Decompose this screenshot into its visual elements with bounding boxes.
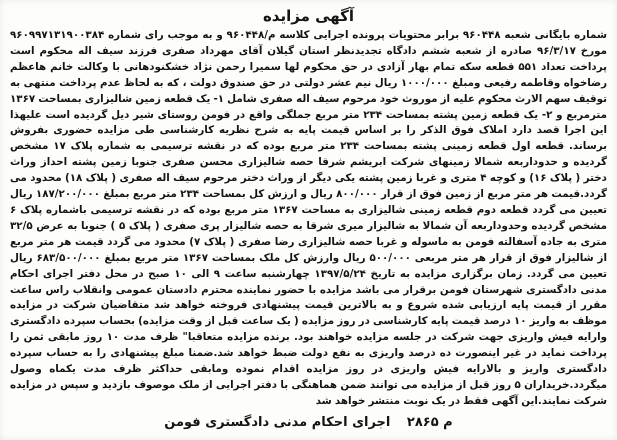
notice-footer	[0, 415, 617, 430]
notice-title: آگهی مزایده	[262, 7, 355, 25]
notice-code: م ۲۸۶۵	[406, 415, 453, 430]
issuing-office: اجرای احکام مدنی دادگستری فومن	[164, 415, 391, 430]
notice-body: شماره بایگانی شعبه ۹۶۰۴۴۸ برابر محتویات پرونده اجرایی کلاسه م/۹۶۰۴۴۸ و به موجب رای شماره ۹۶۰۹۹۷۱۳۱۹۰۰۳۸۴ مورخ ۹۶/۳/۱۷ صادره از شعبه ششم دادگاه تجدیدنظر استان گیلان آقای مهرداد صفری فرزند سیف اله محکوم است پرداخت تعداد ۵۵۱ قطعه سکه تمام بهار آزادی در حق محکوم لها سمیرا رحمن نژاد خشکنودهانی با وکالت خانم هاعظم رضاخواه وقاطمه رفیعی ومبلغ ۱۰۰۰/۰۰۰ ریال نیم عشر دولتی در حق صندوق دولت ، که به لحاظ عدم پرداخت منتهی به توقیف سهم الارث محکوم علیه از موروث خود مرحوم سیف اله صفری شامل ۱- یک قطعه زمین شالیزاری بمساحت ۱۳۶۷ مترمربع و ۲- یک قطعه زمین پشته بمساحت ۲۳۴ متر مربع جملگی واقع در فومن روستای شیر دیل گردیده است علیهذا این اجرا قصد دارد املاک فوق الذکر را بر اساس قیمت پایه به شرح نظریه کارشناسی طی مزایده حضوری بفروش برساند. قطعه اول قطعه زمینی پشته بمساحت ۲۳۴ متر مربع بوده که در نقشه ترسیمی به شماره پلاک ۱۷ مشخص گردیده و حدوداربعه شمالا زمینهای شرکت ابریشم شرقا حصه شالیزاری محسن صفری جنوبا زمین پشته احداز وراث دختر ( پلاک ۱۶) و کوچه ۴ متری و غربا زمین پشته یکی دیگر از وراث دختر مرحوم سیف اله صفری ( پلاک ۱۸) محدود می گردد.قیمت هر متر مربع از زمین فوق از قرار ۸۰۰/۰۰۰ ریال و ارزش کل بمساحت ۲۳۴ متر مربع بمبلغ ۱۸۷/۲۰۰/۰۰۰ ریال تعیین می گردد قطعه دوم قطعه زمینی شالیزاری به مساحت ۱۳۶۷ متر مربع بوده که در نقشه ترسیمی باشماره پلاک ۶ مشخص گردیده وحدوداربعه آن شمالا به شالیزار میری شرقا به حصه شالیزار پری صفری ( پلاک ۵ ) جنوبا به عرض ۳۲/۵ متری به جاده آسفالته فومن به ماسوله و غربا حصه شالیزاری رضا صفری ( پلاک ۷) محدود می گردد قیمت هر متر مربع از شالیزار فوق از قرار هر متر مربعی ۵۰۰/۰۰۰ ریال وارزش کل ملک بمساحت ۱۳۶۷ متر مربع بمبلغ ۶۸۳/۵۰۰/۰۰۰ ریال تعیین می گردد. زمان برگزاری مزایده به تاریخ ۱۳۹۷/۵/۲۴ چهارشنبه ساعت ۹ الی ۱۰ صبح در محل دفتر اجرای احکام مدنی دادگستری شهرستان فومن برقرار می باشد مزایده با حضور نماینده محترم دادستان عمومی وانقلاب راس ساعت مقرر از قیمت پایه ارزیابی شده شروع و به بالاترین قیمت پیشنهادی فروخته خواهد شد متقاضیان شرکت در مزایده موظف به واریز ۱۰ درصد قیمت پایه کارشناسی در روز مزایده ( یک ساعت قبل از وقت مزایده) بحساب سپرده دادگستری وارایه فیش واریزی جهت شرکت در جلسه مزایده خواهند بود. برنده مزایده متعاقبا" ظرف مدت ۱۰ روز مابقی ثمن را پرداخت نماید در غیر اینصورت ده درصد واریزی به نفع دولت ضبط خواهد شد.ضمنا مبلغ پیشنهادی را به حساب سپرده دادگستری واریز و بالارایه فیش واریزی در روز مزایده اقدام نموده ومابقی حداکثر ظرف مدت یکماه وصول میگردد.خریداران ۵ روز قبل از مزایده می توانند ضمن هماهنگی با دفتر اجرایی از ملک موصوف بازدید و سپس در مزایده شرکت نمایند.این آگهی فقط در یک نوبت منتشر خواهد شد	[10, 29, 608, 407]
